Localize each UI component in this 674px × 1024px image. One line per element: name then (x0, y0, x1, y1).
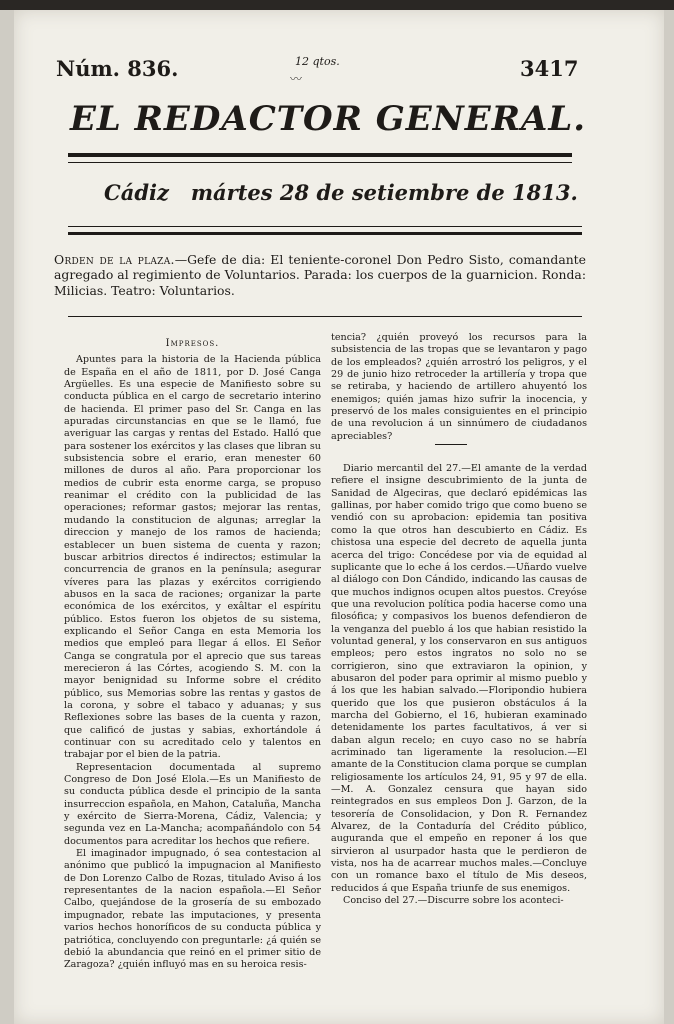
orden-de-la-plaza (54, 252, 586, 298)
section-rule (68, 316, 582, 317)
dateline-rule-thin (68, 226, 582, 227)
dateline: Cádiz mártes 28 de setiembre de 1813. (104, 180, 578, 205)
issue-price: 12 qtos. (295, 55, 340, 68)
left-paragraph: Apuntes para la historia de la Hacienda pública de España en el año de 1811, por D. José Canga Argüelles. Es una especie de Manifiesto sobre su conducta pública en el cargo de secretario interino de hacienda. El primer paso del Sr. Canga en las apuradas circunstancias en que se le llamó, fue averiguar las cargas y rentas del Estado. Halló que para sostener los exércitos y las clases que libran su subsistencia sobre el erario, eran menester 60 millones de duros al año. Para proporcionar los medios de cubrir esta enorme carga, se propuso reanimar el crédito con la publicidad de las operaciones; reformar gastos; mejorar las rentas, mudando la constitucion de algunas; arreglar la direccion y manejo de los ramos de hacienda; establecer un buen sistema de cuenta y razon; buscar arbitrios directos é indirectos; estimular la concurrencia de granos en la península; asegurar víveres para las plazas y exércitos corrigiendo abusos en la saca de raciones; organizar la parte económica de los exércitos, y exâltar el espíritu público. Estos fueron los objetos de su sistema, explicando el Señor Canga en esta Memoria los medios que empleó para llegar á ellos. El Señor Canga se congratula por el aprecio que sus tareas merecieron á las Córtes, acogiendo S. M. con la mayor benignidad su Informe sobre el crédito público, sus Memorias sobre las rentas y gastos de la corona, y sobre el tabaco y aduanas; y sus Reflexiones sobre las bases de la cuenta y razon, que calificó de justas y sabias, exhortándole á continuar con su acreditado celo y talentos en trabajar por el bien de la patria. (64, 354, 321, 761)
masthead-title: EL REDACTOR GENERAL. (70, 99, 587, 139)
right-column (331, 332, 587, 907)
orden-heading: Orden de la plaza. (54, 252, 175, 267)
right-paragraph: Conciso del 27.—Discurre sobre los aconteci- (343, 895, 564, 907)
right-paragraph: tencia? ¿quién proveyó los recursos para la subsistencia de las tropas que se levantaron y pago de los empleados? ¿quién arrostró los peligros, y el 29 de junio hizo retroceder la artillería y tropa que se retiraba, y haciendo de artillero ahuyentó los enemigos; quién jamas hizo sufrir la inocencia, y preservó de los males consiguientes en el principio de una revolucion á un sinnúmero de ciudadanos apreciables? (331, 332, 587, 442)
orden-text: —Gefe de dia: El teniente-coronel Don Pedro Sisto, comandante agregado al regimiento de Voluntarios. Parada: los cuerpos de la guarnicion. Ronda: Milicias. Teatro: Voluntarios. (54, 252, 586, 298)
left-paragraph: Representacion documentada al supremo Congreso de Don José Elola.—Es un Manifiesto de su conducta pública desde el principio de la santa insurreccion española, en Mahon, Cataluña, Mancha y exército de Sierra-Morena, Cádiz, Valencia; y segunda vez en La-Mancha; acompañándolo con 54 documentos para acreditar los hechos que refiere. (64, 761, 321, 847)
right-paragraph: Diario mercantil del 27.—El amante de la verdad refiere el insigne descubrimiento de la junta de Sanidad de Algeciras, que declaró epidémicas las gallinas, por haber comido trigo que como bueno se vendió con su aprobacion: epidemia tan positiva como la que otros han descubierto en Cádiz. Es chistosa una especie del decreto de aquella junta acerca del trigo: Concédese por via de equidad al suplicante que lo eche á los cerdos.—Uñardo vuelve al diálogo con Don Cándido, indicando las causas de que muchos indignos ocupen altos puestos. Creyóse que una revolucion política podia hacerse como una filosófica; y compasivos los buenos defendieron de la venganza del pueblo á los que habian resistido la voluntad general, y los conservaron en sus antiguos empleos; pero estos ingratos no solo no se corrigieron, sino que extraviaron la opinion, y abusaron del poder para oprimir al mismo pueblo y á los que les habian salvado.—Floripondio hubiera querido que los que pusieron obstáculos á la marcha del Gobierno, el 16, hubieran examinado detenidamente los partes facultativos, á ver si daban algun recelo; en cuyo caso no se habría acriminado tan ligeramente la resolucion.—El amante de la Constitucion clama porque se cumplan religiosamente los artículos 24, 91, 95 y 97 de ella.—M. A. Gonzalez censura que hayan sido reintegrados en sus empleos Don J. Garzon, de la tesorería de Consolidacion, y Don R. Fernandez Alvarez, de la Contaduría del Crédito público, auguranda que el empeño en reponer á los que sirvieron al usurpador hasta que le perdieron de vista, nos ha de acarrear muchos males.—Concluye con un romance baxo el título de Mis deseos, reducidos á que España triunfe de sus enemigos. (331, 463, 587, 894)
dateline-rule-thick (68, 232, 582, 235)
masthead-rule-thin (68, 162, 572, 163)
price-flourish: 〰 (290, 72, 303, 86)
left-column (64, 338, 321, 972)
impresos-heading: Impresos. (165, 338, 220, 349)
top-edge (0, 0, 674, 10)
masthead-rule-thick (68, 153, 572, 157)
page-number: 3417 (520, 56, 579, 81)
column-divider-rule (435, 444, 467, 445)
issue-number: Núm. 836. (56, 56, 179, 81)
left-paragraph: El imaginador impugnado, ó sea contestacion al anónimo que publicó la impugnacion al Manifiesto de Don Lorenzo Calbo de Rozas, titulado Aviso á los representantes de la nacion española.—El Señor Calbo, quejándose de la grosería de su embozado impugnador, rebate las imputaciones, y presenta varios hechos honoríficos de su conducta pública y patriótica, concluyendo con preguntarle: ¿á quién se debió la abundancia que reinó en el primer sitio de Zaragoza? ¿quién influyó mas en su heroica resis- (64, 848, 321, 971)
